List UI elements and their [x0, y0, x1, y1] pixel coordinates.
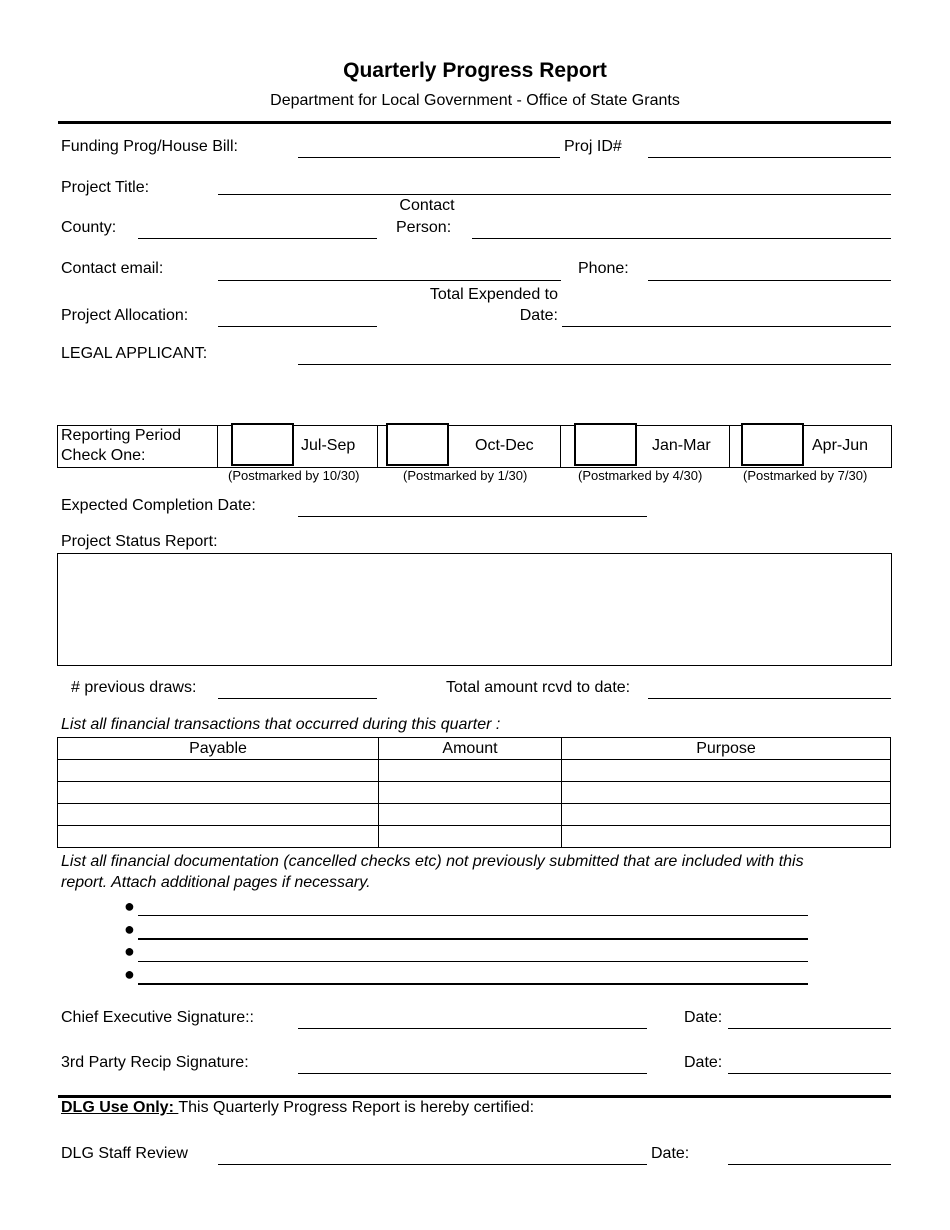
expected-completion-field[interactable]: [298, 516, 647, 517]
chief-date-label: Date:: [684, 1009, 723, 1026]
third-party-signature-label: 3rd Party Recip Signature:: [61, 1054, 249, 1071]
project-allocation-field[interactable]: [218, 326, 377, 327]
table-cell[interactable]: [562, 804, 891, 826]
chief-date-field[interactable]: [728, 1028, 891, 1029]
option-jul-sep-note: (Postmarked by 10/30): [228, 468, 360, 483]
proj-id-field[interactable]: [648, 157, 891, 158]
transactions-table: [57, 737, 891, 848]
transactions-instruction: List all financial transactions that occurred during this quarter :: [61, 716, 501, 733]
project-status-textarea[interactable]: [57, 553, 892, 666]
table-header-row: [58, 738, 891, 760]
dlg-date-field[interactable]: [728, 1164, 891, 1165]
column-amount: Amount: [379, 738, 562, 760]
project-status-label: Project Status Report:: [61, 533, 218, 550]
project-allocation-label: Project Allocation:: [61, 307, 189, 324]
checkbox-apr-jun[interactable]: [741, 423, 804, 466]
dlg-staff-review-field[interactable]: [218, 1164, 647, 1165]
option-jan-mar-label: Jan-Mar: [652, 437, 711, 454]
column-payable: Payable: [58, 738, 379, 760]
table-cell[interactable]: [379, 782, 562, 804]
funding-field[interactable]: [298, 157, 560, 158]
project-title-label: Project Title:: [61, 179, 150, 196]
option-jul-sep-label: Jul-Sep: [301, 437, 356, 454]
table-cell[interactable]: [562, 760, 891, 782]
option-jan-mar-note: (Postmarked by 4/30): [578, 468, 703, 483]
header-rule: [58, 121, 891, 124]
documentation-line[interactable]: [138, 961, 808, 962]
proj-id-label: Proj ID#: [564, 138, 622, 155]
dlg-certified-text: This Quarterly Progress Report is hereby certified:: [178, 1099, 535, 1116]
previous-draws-field[interactable]: [218, 698, 377, 699]
page-title: Quarterly Progress Report: [343, 59, 607, 82]
page-subtitle: Department for Local Government - Office of State Grants: [270, 92, 680, 109]
dlg-certification: [61, 1099, 534, 1117]
project-title-field[interactable]: [218, 194, 891, 195]
total-received-field[interactable]: [648, 698, 891, 699]
legal-applicant-label: LEGAL APPLICANT:: [61, 345, 208, 362]
checkbox-jul-sep[interactable]: [231, 423, 294, 466]
contact-person-label: Contact: [399, 197, 455, 214]
contact-person-label-2: Person:: [396, 219, 452, 236]
county-label: County:: [61, 219, 117, 236]
table-row[interactable]: [58, 782, 891, 804]
documentation-instruction: List all financial documentation (cancelled checks etc) not previously submitted that are included with this: [61, 853, 804, 870]
phone-label: Phone:: [578, 260, 629, 277]
total-expended-label: Total Expended to: [429, 286, 558, 303]
reporting-period-label: Reporting Period: [61, 427, 182, 444]
third-party-date-field[interactable]: [728, 1073, 891, 1074]
third-party-signature-field[interactable]: [298, 1073, 647, 1074]
documentation-line[interactable]: [138, 983, 808, 985]
dlg-date-label: Date:: [651, 1145, 690, 1162]
reporting-period-check-one: Check One:: [61, 447, 146, 464]
divider: [560, 425, 561, 468]
column-purpose: Purpose: [562, 738, 891, 760]
documentation-instruction-2: report. Attach additional pages if necessary.: [61, 874, 371, 891]
table-row[interactable]: [58, 760, 891, 782]
bullet-icon: ●: [124, 941, 135, 961]
chief-signature-label: Chief Executive Signature::: [61, 1009, 254, 1026]
bullet-icon: ●: [124, 919, 135, 939]
table-cell[interactable]: [562, 826, 891, 848]
expected-completion-label: Expected Completion Date:: [61, 497, 256, 514]
table-cell[interactable]: [58, 760, 379, 782]
total-received-label: Total amount rcvd to date:: [446, 679, 631, 696]
total-expended-label-2: Date:: [519, 307, 558, 324]
dlg-staff-review-label: DLG Staff Review: [61, 1145, 188, 1162]
table-cell[interactable]: [58, 804, 379, 826]
previous-draws-label: # previous draws:: [71, 679, 197, 696]
documentation-line[interactable]: [138, 915, 808, 916]
divider: [729, 425, 730, 468]
option-oct-dec-label: Oct-Dec: [475, 437, 534, 454]
contact-person-field[interactable]: [472, 238, 891, 239]
dlg-rule: [58, 1095, 891, 1098]
table-cell[interactable]: [58, 782, 379, 804]
contact-email-field[interactable]: [218, 280, 561, 281]
checkbox-jan-mar[interactable]: [574, 423, 637, 466]
dlg-use-only-label: DLG Use Only:: [61, 1099, 179, 1116]
table-cell[interactable]: [379, 760, 562, 782]
divider: [377, 425, 378, 468]
table-row[interactable]: [58, 804, 891, 826]
total-expended-field[interactable]: [562, 326, 891, 327]
option-apr-jun-label: Apr-Jun: [812, 437, 869, 454]
table-cell[interactable]: [562, 782, 891, 804]
bullet-icon: ●: [124, 896, 135, 916]
documentation-line[interactable]: [138, 938, 808, 940]
table-cell[interactable]: [379, 804, 562, 826]
table-row[interactable]: [58, 826, 891, 848]
funding-label: Funding Prog/House Bill:: [61, 138, 238, 155]
county-field[interactable]: [138, 238, 377, 239]
table-cell[interactable]: [379, 826, 562, 848]
legal-applicant-field[interactable]: [298, 364, 891, 365]
divider: [217, 425, 218, 468]
option-oct-dec-note: (Postmarked by 1/30): [403, 468, 528, 483]
contact-email-label: Contact email:: [61, 260, 164, 277]
third-party-date-label: Date:: [684, 1054, 723, 1071]
chief-signature-field[interactable]: [298, 1028, 647, 1029]
table-cell[interactable]: [58, 826, 379, 848]
bullet-icon: ●: [124, 964, 135, 984]
phone-field[interactable]: [648, 280, 891, 281]
option-apr-jun-note: (Postmarked by 7/30): [743, 468, 868, 483]
checkbox-oct-dec[interactable]: [386, 423, 449, 466]
